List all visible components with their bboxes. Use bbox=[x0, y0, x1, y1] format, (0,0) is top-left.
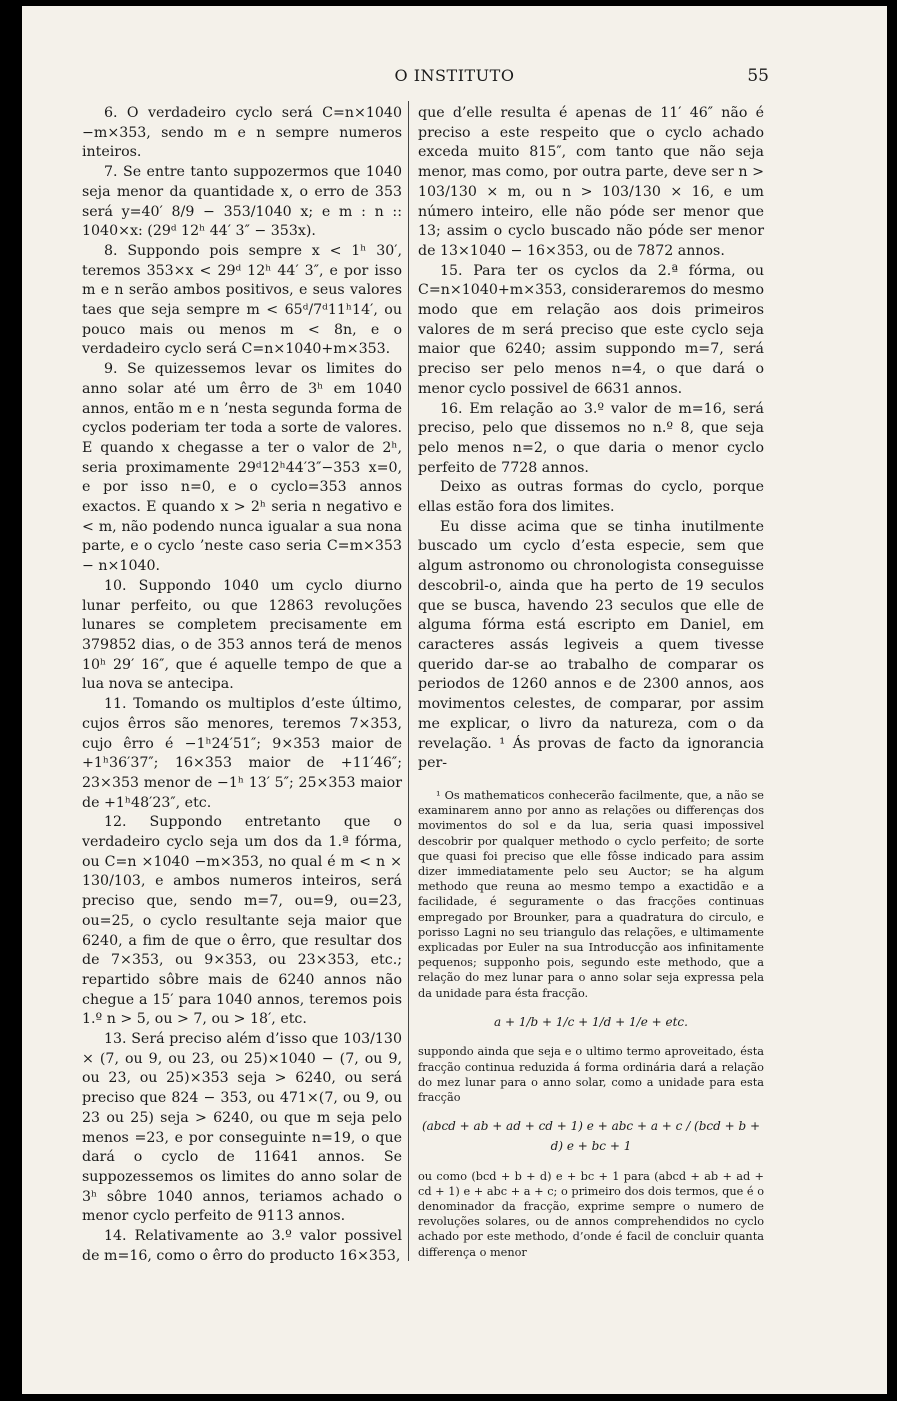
continued-fraction-formula: a + 1/b + 1/c + 1/d + 1/e + etc. bbox=[494, 1014, 688, 1029]
footnote-text: ¹ Os mathematicos conhecerão facilmente, que, a não se examinarem anno por anno as relações ou differenças dos movimentos do sol e da lua, seria quasi impossivel descobrir por qualquer methodo o cyclo perfeito; de sorte que quasi foi preciso que elle fôsse indicado para assim dizer immediatamente pelo seu Auctor; se ha algum methodo que reuna ao mesmo tempo a exactidão e a facilidade, é seguramente o das fracções continuas empregado por Brounker, para a quadratura do circulo, e porisso Lagni no seu triangulo das relações, e ultimamente explicadas por Euler na sua Introducção aos infinitamente pequenos; supponho pois, segundo este methodo, que a relação do mez lunar para o anno solar seja expressa pela da unidade para ésta fracção. bbox=[418, 788, 764, 1000]
page-header bbox=[22, 66, 887, 92]
column-divider bbox=[408, 101, 409, 1261]
paragraph-11: 11. Tomando os multiplos d’este último, cujos êrros são menores, teremos 7×353, cujo êrro é −1ʰ24′51″; 9×353 maior de +1ʰ36′37″; 16×353 maior de +11′46″; 23×353 menor de −1ʰ 13′ 5″; 25×353 maior de +1ʰ48′23″, etc. bbox=[82, 696, 402, 811]
paragraph-daniel: Eu disse acima que se tinha inutilmente buscado um cyclo d’esta especie, sem que algum astronomo ou chronologista conseguisse descobril-o, ainda que ha perto de 19 seculos que se busca, havendo 23 seculos que elle de alguma fórma está escripto em Daniel, em caracteres assás legiveis a quem tivesse querido dar-se ao trabalho de comparar os periodos de 1260 annos e de 2300 annos, aos movimentos celestes, de comparar, por assim me explicar, o livro da natureza, com o da revelação. ¹ Ás provas de facto da ignorancia per- bbox=[418, 518, 764, 772]
paragraph-7: 7. Se entre tanto suppozermos que 1040 seja menor da quantidade x, o erro de 353 será y=40′ 8/9 − 353/1040 x; e m : n :: 1040×x: (29ᵈ 12ʰ 44′ 3″ − 353x). bbox=[82, 164, 402, 240]
paragraph-13: 13. Será preciso além d’isso que 103/130 × (7, ou 9, ou 23, ou 25)×1040 − (7, ou 9, ou 23, ou 25)×353 seja > 6240, ou será preciso que 824 − 353, ou 471×(7, ou 9, ou 23 ou 25) seja > 6240, ou que m seja pelo menos =23, e por conseguinte n=19, o que dará o cyclo de 11641 annos. Se suppozessemos os limites do anno solar de 3ʰ sôbre 1040 annos, teriamos achado o menor cyclo perfeito de 9113 annos. bbox=[82, 1031, 402, 1225]
paragraph-12: 12. Suppondo entretanto que o verdadeiro cyclo seja um dos da 1.ª fórma, ou C=n ×1040 −m×353, no qual é m < n × 130/103, e ambos numeros inteiros, será preciso que, sendo m=7, ou=9, ou=23, ou=25, o cyclo resultante seja maior que 6240, a fim de que o êrro, que resultar dos de 7×353, ou 9×353, ou 23×353, etc.; repartido sôbre mais de 6240 annos não chegue a 15′ para 1040 annos, teremos pois 1.º n > 5, ou > 7, ou > 18′, etc. bbox=[82, 814, 402, 1028]
left-column bbox=[82, 104, 402, 1266]
footnote-middle: suppondo ainda que seja e o ultimo termo aproveitado, ésta fracção continua reduzida á forma ordinária dará a relação do mez lunar para o anno solar, como a unidade para esta fracção bbox=[418, 1045, 764, 1105]
footnote bbox=[418, 788, 764, 1001]
running-title: O INSTITUTO bbox=[394, 66, 515, 85]
paragraph-10: 10. Suppondo 1040 um cyclo diurno lunar perfeito, ou que 12863 revoluções lunares se completem precisamente em 379852 dias, o de 353 annos terá de menos 10ʰ 29′ 16″, que é aquelle tempo de que a lua nova se antecipa. bbox=[82, 577, 402, 693]
paragraph-16: 16. Em relação ao 3.º valor de m=16, será preciso, pelo que dissemos no n.º 8, que seja pelo menos n=2, o que daria o menor cyclo perfeito de 7728 annos. bbox=[418, 400, 764, 476]
page bbox=[22, 6, 887, 1394]
footnote-end: ou como (bcd + b + d) e + bc + 1 para (abcd + ab + ad + cd + 1) e + abc + a + c; o primeiro dos dois termos, que é o denominador da fracção, exprime sempre o numero de revoluções solares, ou de annos comprehendidos no cyclo achado por este methodo, d’onde é facil de concluir quanta differença o menor bbox=[418, 1169, 764, 1259]
paragraph-14: 14. Relativamente ao 3.º valor possivel de m=16, como o êrro do producto 16×353, bbox=[82, 1228, 402, 1264]
paragraph-9: 9. Se quizessemos levar os limites do anno solar até um êrro de 3ʰ em 1040 annos, então m e n ’nesta segunda forma de cyclos poderiam ter toda a sorte de valores. E quando x chegasse a ter o valor de 2ʰ, seria proximamente 29ᵈ12ʰ44′3″−353 x=0, e por isso n=0, e o cyclo=353 annos exactos. E quando x > 2ʰ seria n negativo e < m, não podendo nunca igualar a sua nona parte, e o cyclo ’neste caso seria C=m×353 − n×1040. bbox=[82, 361, 402, 575]
paragraph-6: 6. O verdadeiro cyclo será C=n×1040 −m×353, sendo m e n sempre numeros inteiros. bbox=[82, 105, 402, 161]
page-number: 55 bbox=[747, 66, 769, 86]
paragraph-14-continued: que d’elle resulta é apenas de 11′ 46″ não é preciso a este respeito que o cyclo achado exceda muito 815″, com tanto que não seja menor, mas como, por outra parte, deve ser n > 103/130 × m, ou n > 103/130 × 16, e um número inteiro, elle não póde ser menor que 13; assim o cyclo buscado não póde ser menor de 13×1040 − 16×353, ou de 7872 annos. bbox=[418, 105, 764, 259]
paragraph-other-forms: Deixo as outras formas do cyclo, porque ellas estão fora dos limites. bbox=[418, 479, 764, 516]
paragraph-8: 8. Suppondo pois sempre x < 1ʰ 30′, teremos 353×x < 29ᵈ 12ʰ 44′ 3″, e por isso m e n serão ambos positivos, e seus valores taes que seja sempre m < 65ᵈ/7ᵈ11ʰ14′, ou pouco mais ou menos m < 8n, e o verdadeiro cyclo será C=n×1040+m×353. bbox=[82, 242, 402, 358]
reduced-fraction-formula: (abcd + ab + ad + cd + 1) e + abc + a + c / (bcd + b + d) e + bc + 1 bbox=[421, 1119, 761, 1153]
paragraph-15: 15. Para ter os cyclos da 2.ª fórma, ou C=n×1040+m×353, consideraremos do mesmo modo que em relação aos dois primeiros valores de m será preciso que este cyclo seja maior que 6240; assim suppondo m=7, será preciso ser pelo menos n=4, o que dará o menor cyclo possivel de 6631 annos. bbox=[418, 262, 764, 397]
right-column bbox=[418, 104, 764, 1260]
